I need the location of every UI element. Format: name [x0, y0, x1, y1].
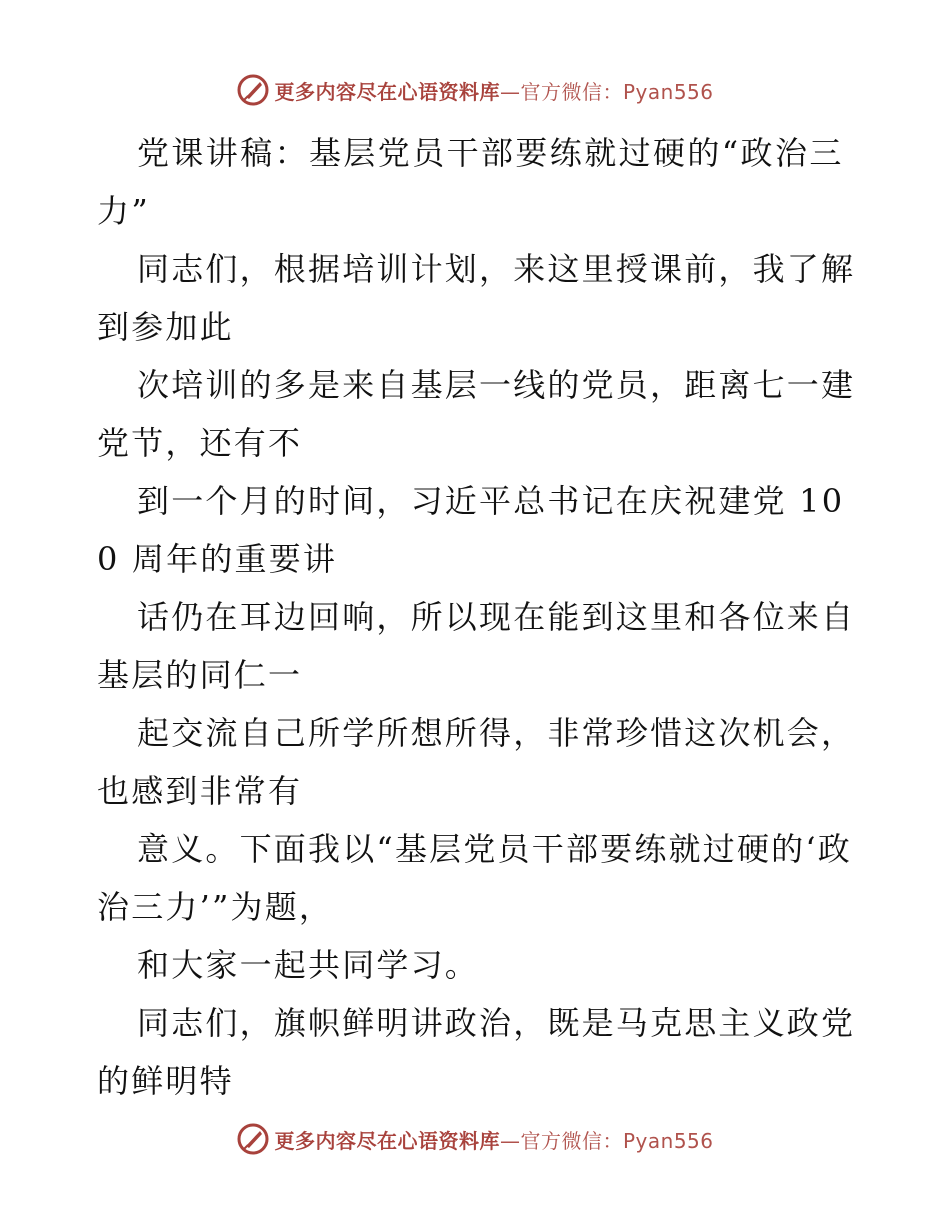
- footer-banner: [0, 1119, 950, 1159]
- paragraph: 起交流自己所学所想所得，非常珍惜这次机会，也感到非常有: [97, 714, 856, 810]
- footer-banner-text: [274, 1125, 713, 1154]
- paragraph: 次培训的多是来自基层一线的党员，距离七一建党节，还有不: [97, 366, 856, 462]
- header-wechat-id: Pyan556: [622, 79, 714, 104]
- footer-wechat-label: 官方微信：: [520, 1128, 623, 1153]
- document-title: 党课讲稿：基层党员干部要练就过硬的“政治三力”: [97, 134, 844, 230]
- footer-lead: 更多内容尽在心语资料库: [274, 1128, 500, 1153]
- header-lead: 更多内容尽在心语资料库: [274, 79, 500, 104]
- paragraph: 话仍在耳边回响，所以现在能到这里和各位来自基层的同仁一: [97, 598, 856, 694]
- header-banner-text: [274, 76, 713, 105]
- header-banner: [0, 70, 950, 110]
- quill-logo-icon: [236, 73, 270, 107]
- paragraph: 同志们，旗帜鲜明讲政治，既是马克思主义政党的鲜明特: [97, 1004, 856, 1100]
- footer-dash: —: [499, 1128, 521, 1153]
- header-dash: —: [499, 79, 521, 104]
- paragraph: 到一个月的时间，习近平总书记在庆祝建党 100 周年的重要讲: [97, 482, 845, 578]
- header-wechat-label: 官方微信：: [520, 79, 623, 104]
- document-body: [97, 124, 857, 1110]
- footer-wechat-id: Pyan556: [622, 1128, 714, 1153]
- paragraph: 和大家一起共同学习。: [137, 946, 480, 984]
- paragraph: 同志们，根据培训计划，来这里授课前，我了解到参加此: [97, 250, 856, 346]
- quill-logo-icon: [236, 1122, 270, 1156]
- paragraph: 意义。下面我以“基层党员干部要练就过硬的‘政治三力’”为题，: [97, 830, 852, 926]
